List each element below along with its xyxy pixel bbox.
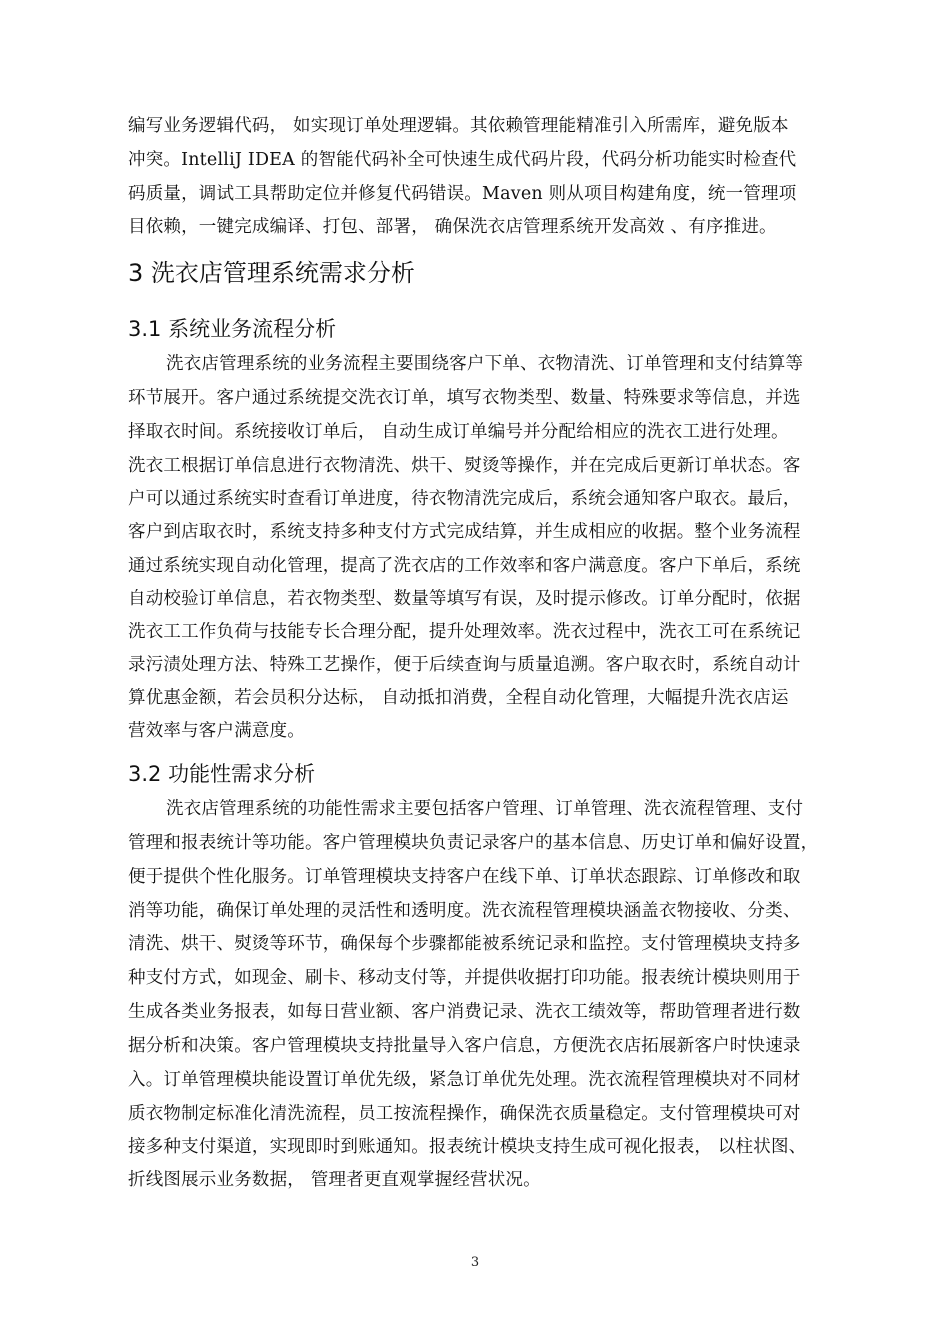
intro-line-3: 码质量，调试工具帮助定位并修复代码错误。Maven 则从项目构建角度，统一管理项	[128, 184, 797, 204]
section-2-line-6: 种支付方式，如现金、刷卡、移动支付等，并提供收据打印功能。报表统计模块则用于	[128, 968, 801, 988]
section-1-line-8: 自动校验订单信息，若衣物类型、数量等填写有误，及时提示修改。订单分配时，依据	[128, 589, 801, 609]
section-2-line-5: 清洗、烘干、熨烫等环节，确保每个步骤都能被系统记录和监控。支付管理模块支持多	[128, 934, 801, 954]
intro-line-1: 编写业务逻辑代码， 如实现订单处理逻辑。其依赖管理能精准引入所需库，避免版本	[128, 116, 789, 136]
section-2-line-8: 据分析和决策。客户管理模块支持批量导入客户信息，方便洗衣店拓展新客户时快速录	[128, 1036, 801, 1056]
section-1-line-10: 录污渍处理方法、特殊工艺操作，便于后续查询与质量追溯。客户取衣时，系统自动计	[128, 655, 801, 675]
section-2-line-9: 入。订单管理模块能设置订单优先级，紧急订单优先处理。洗衣流程管理模块对不同材	[128, 1070, 801, 1090]
section-1-line-4: 洗衣工根据订单信息进行衣物清洗、烘干、熨烫等操作，并在完成后更新订单状态。客	[128, 456, 801, 476]
section-1-line-5: 户可以通过系统实时查看订单进度，待衣物清洗完成后，系统会通知客户取衣。最后，	[128, 489, 801, 509]
section-2-line-1: 洗衣店管理系统的功能性需求主要包括客户管理、订单管理、洗衣流程管理、支付	[166, 799, 804, 819]
section-1-line-12: 营效率与客户满意度。	[128, 721, 305, 741]
section-2-line-3: 便于提供个性化服务。订单管理模块支持客户在线下单、订单状态跟踪、订单修改和取	[128, 867, 801, 887]
chapter-heading: 3 洗衣店管理系统需求分析	[128, 259, 415, 287]
section-1-line-11: 算优惠金额，若会员积分达标， 自动抵扣消费，全程自动化管理，大幅提升洗衣店运	[128, 688, 789, 708]
section-2-heading: 3.2 功能性需求分析	[128, 762, 316, 786]
section-2-line-4: 消等功能，确保订单处理的灵活性和透明度。洗衣流程管理模块涵盖衣物接收、分类、	[128, 901, 801, 921]
section-1-line-6: 客户到店取衣时，系统支持多种支付方式完成结算，并生成相应的收据。整个业务流程	[128, 522, 801, 542]
section-2-line-2: 管理和报表统计等功能。客户管理模块负责记录客户的基本信息、历史订单和偏好设置，	[128, 833, 819, 853]
page-number: 3	[470, 1255, 480, 1270]
section-2-line-7: 生成各类业务报表，如每日营业额、客户消费记录、洗衣工绩效等，帮助管理者进行数	[128, 1002, 801, 1022]
section-1-heading: 3.1 系统业务流程分析	[128, 317, 337, 341]
section-1-line-2: 环节展开。客户通过系统提交洗衣订单，填写衣物类型、数量、特殊要求等信息，并选	[128, 388, 801, 408]
section-1-line-9: 洗衣工工作负荷与技能专长合理分配，提升处理效率。洗衣过程中，洗衣工可在系统记	[128, 622, 801, 642]
intro-line-4: 目依赖，一键完成编译、打包、部署， 确保洗衣店管理系统开发高效 、有序推进。	[128, 217, 777, 237]
section-2-line-11: 接多种支付渠道，实现即时到账通知。报表统计模块支持生成可视化报表， 以柱状图、	[128, 1137, 807, 1157]
section-2-line-10: 质衣物制定标准化清洗流程，员工按流程操作，确保洗衣质量稳定。支付管理模块可对	[128, 1104, 801, 1124]
intro-line-2: 冲突。IntelliJ IDEA 的智能代码补全可快速生成代码片段，代码分析功能实时检查代	[128, 150, 797, 170]
section-2-line-12: 折线图展示业务数据， 管理者更直观掌握经营状况。	[128, 1170, 541, 1190]
section-1-line-1: 洗衣店管理系统的业务流程主要围绕客户下单、衣物清洗、订单管理和支付结算等	[166, 354, 804, 374]
section-1-line-3: 择取衣时间。系统接收订单后， 自动生成订单编号并分配给相应的洗衣工进行处理。	[128, 422, 789, 442]
section-1-line-7: 通过系统实现自动化管理，提高了洗衣店的工作效率和客户满意度。客户下单后，系统	[128, 556, 801, 576]
